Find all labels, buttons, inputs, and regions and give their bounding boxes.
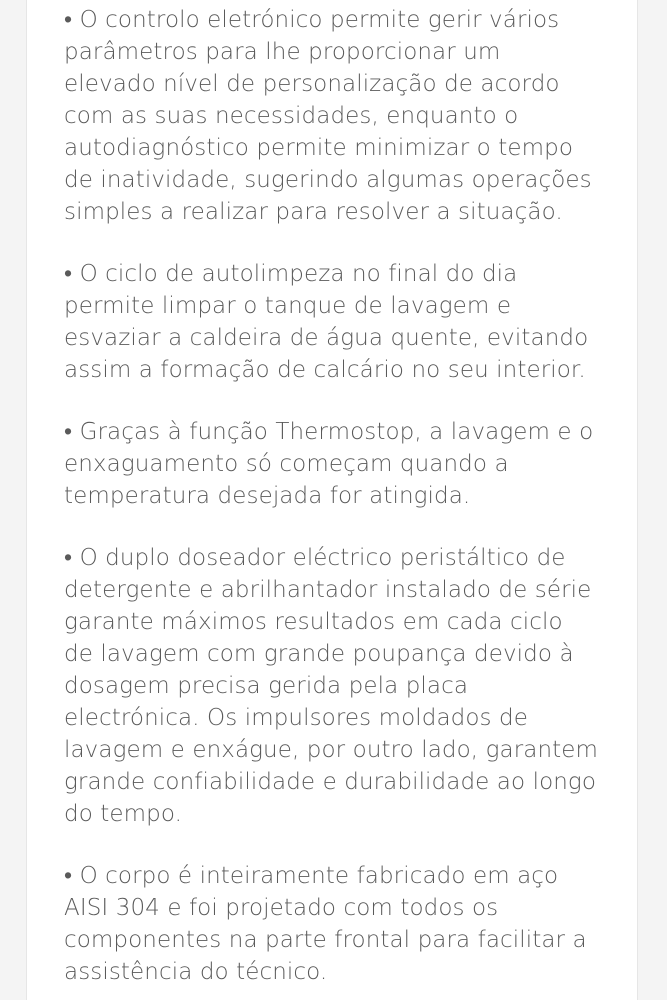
- text-line: dosagem precisa gerida pela placa: [64, 673, 469, 699]
- paragraph-self-cleaning: [64, 258, 624, 386]
- text-line: elevado nível de personalização de acordo: [64, 71, 560, 97]
- paragraph-body-construction: [64, 860, 624, 988]
- text-line: temperatura desejada for atingida.: [64, 483, 471, 509]
- text-line: autodiagnóstico permite minimizar o tempo: [64, 135, 574, 161]
- paragraph-electronic-control: [64, 4, 624, 228]
- text-line: detergente e abrilhantador instalado de série: [64, 577, 592, 603]
- text-line: de lavagem com grande poupança devido à: [64, 641, 574, 667]
- text-line: garante máximos resultados em cada ciclo: [64, 609, 563, 635]
- text-line: • O ciclo de autolimpeza no final do dia: [64, 261, 518, 287]
- paragraph-dosers: [64, 542, 624, 830]
- text-line: assim a formação de calcário no seu interior.: [64, 357, 586, 383]
- text-line: AISI 304 e foi projetado com todos os: [64, 895, 499, 921]
- text-line: • O corpo é inteiramente fabricado em aço: [64, 863, 559, 889]
- text-line: • O duplo doseador eléctrico peristáltico de: [64, 545, 566, 571]
- text-line: do tempo.: [64, 801, 183, 827]
- paragraph-thermostop: [64, 416, 624, 512]
- text-line: simples a realizar para resolver a situação.: [64, 199, 563, 225]
- text-line: componentes na parte frontal para facilitar a: [64, 927, 587, 953]
- text-line: com as suas necessidades, enquanto o: [64, 103, 519, 129]
- text-line: enxaguamento só começam quando a: [64, 451, 509, 477]
- text-line: • O controlo eletrónico permite gerir vários: [64, 7, 560, 33]
- text-line: grande confiabilidade e durabilidade ao longo: [64, 769, 596, 795]
- text-line: lavagem e enxágue, por outro lado, garantem: [64, 737, 599, 763]
- text-line: de inatividade, sugerindo algumas operações: [64, 167, 592, 193]
- text-line: electrónica. Os impulsores moldados de: [64, 705, 528, 731]
- text-line: assistência do técnico.: [64, 959, 328, 985]
- text-line: parâmetros para lhe proporcionar um: [64, 39, 501, 65]
- text-line: permite limpar o tanque de lavagem e: [64, 293, 512, 319]
- text-line: • Graças à função Thermostop, a lavagem e o: [64, 419, 594, 445]
- product-description: [64, 4, 624, 1000]
- text-line: esvaziar a caldeira de água quente, evitando: [64, 325, 589, 351]
